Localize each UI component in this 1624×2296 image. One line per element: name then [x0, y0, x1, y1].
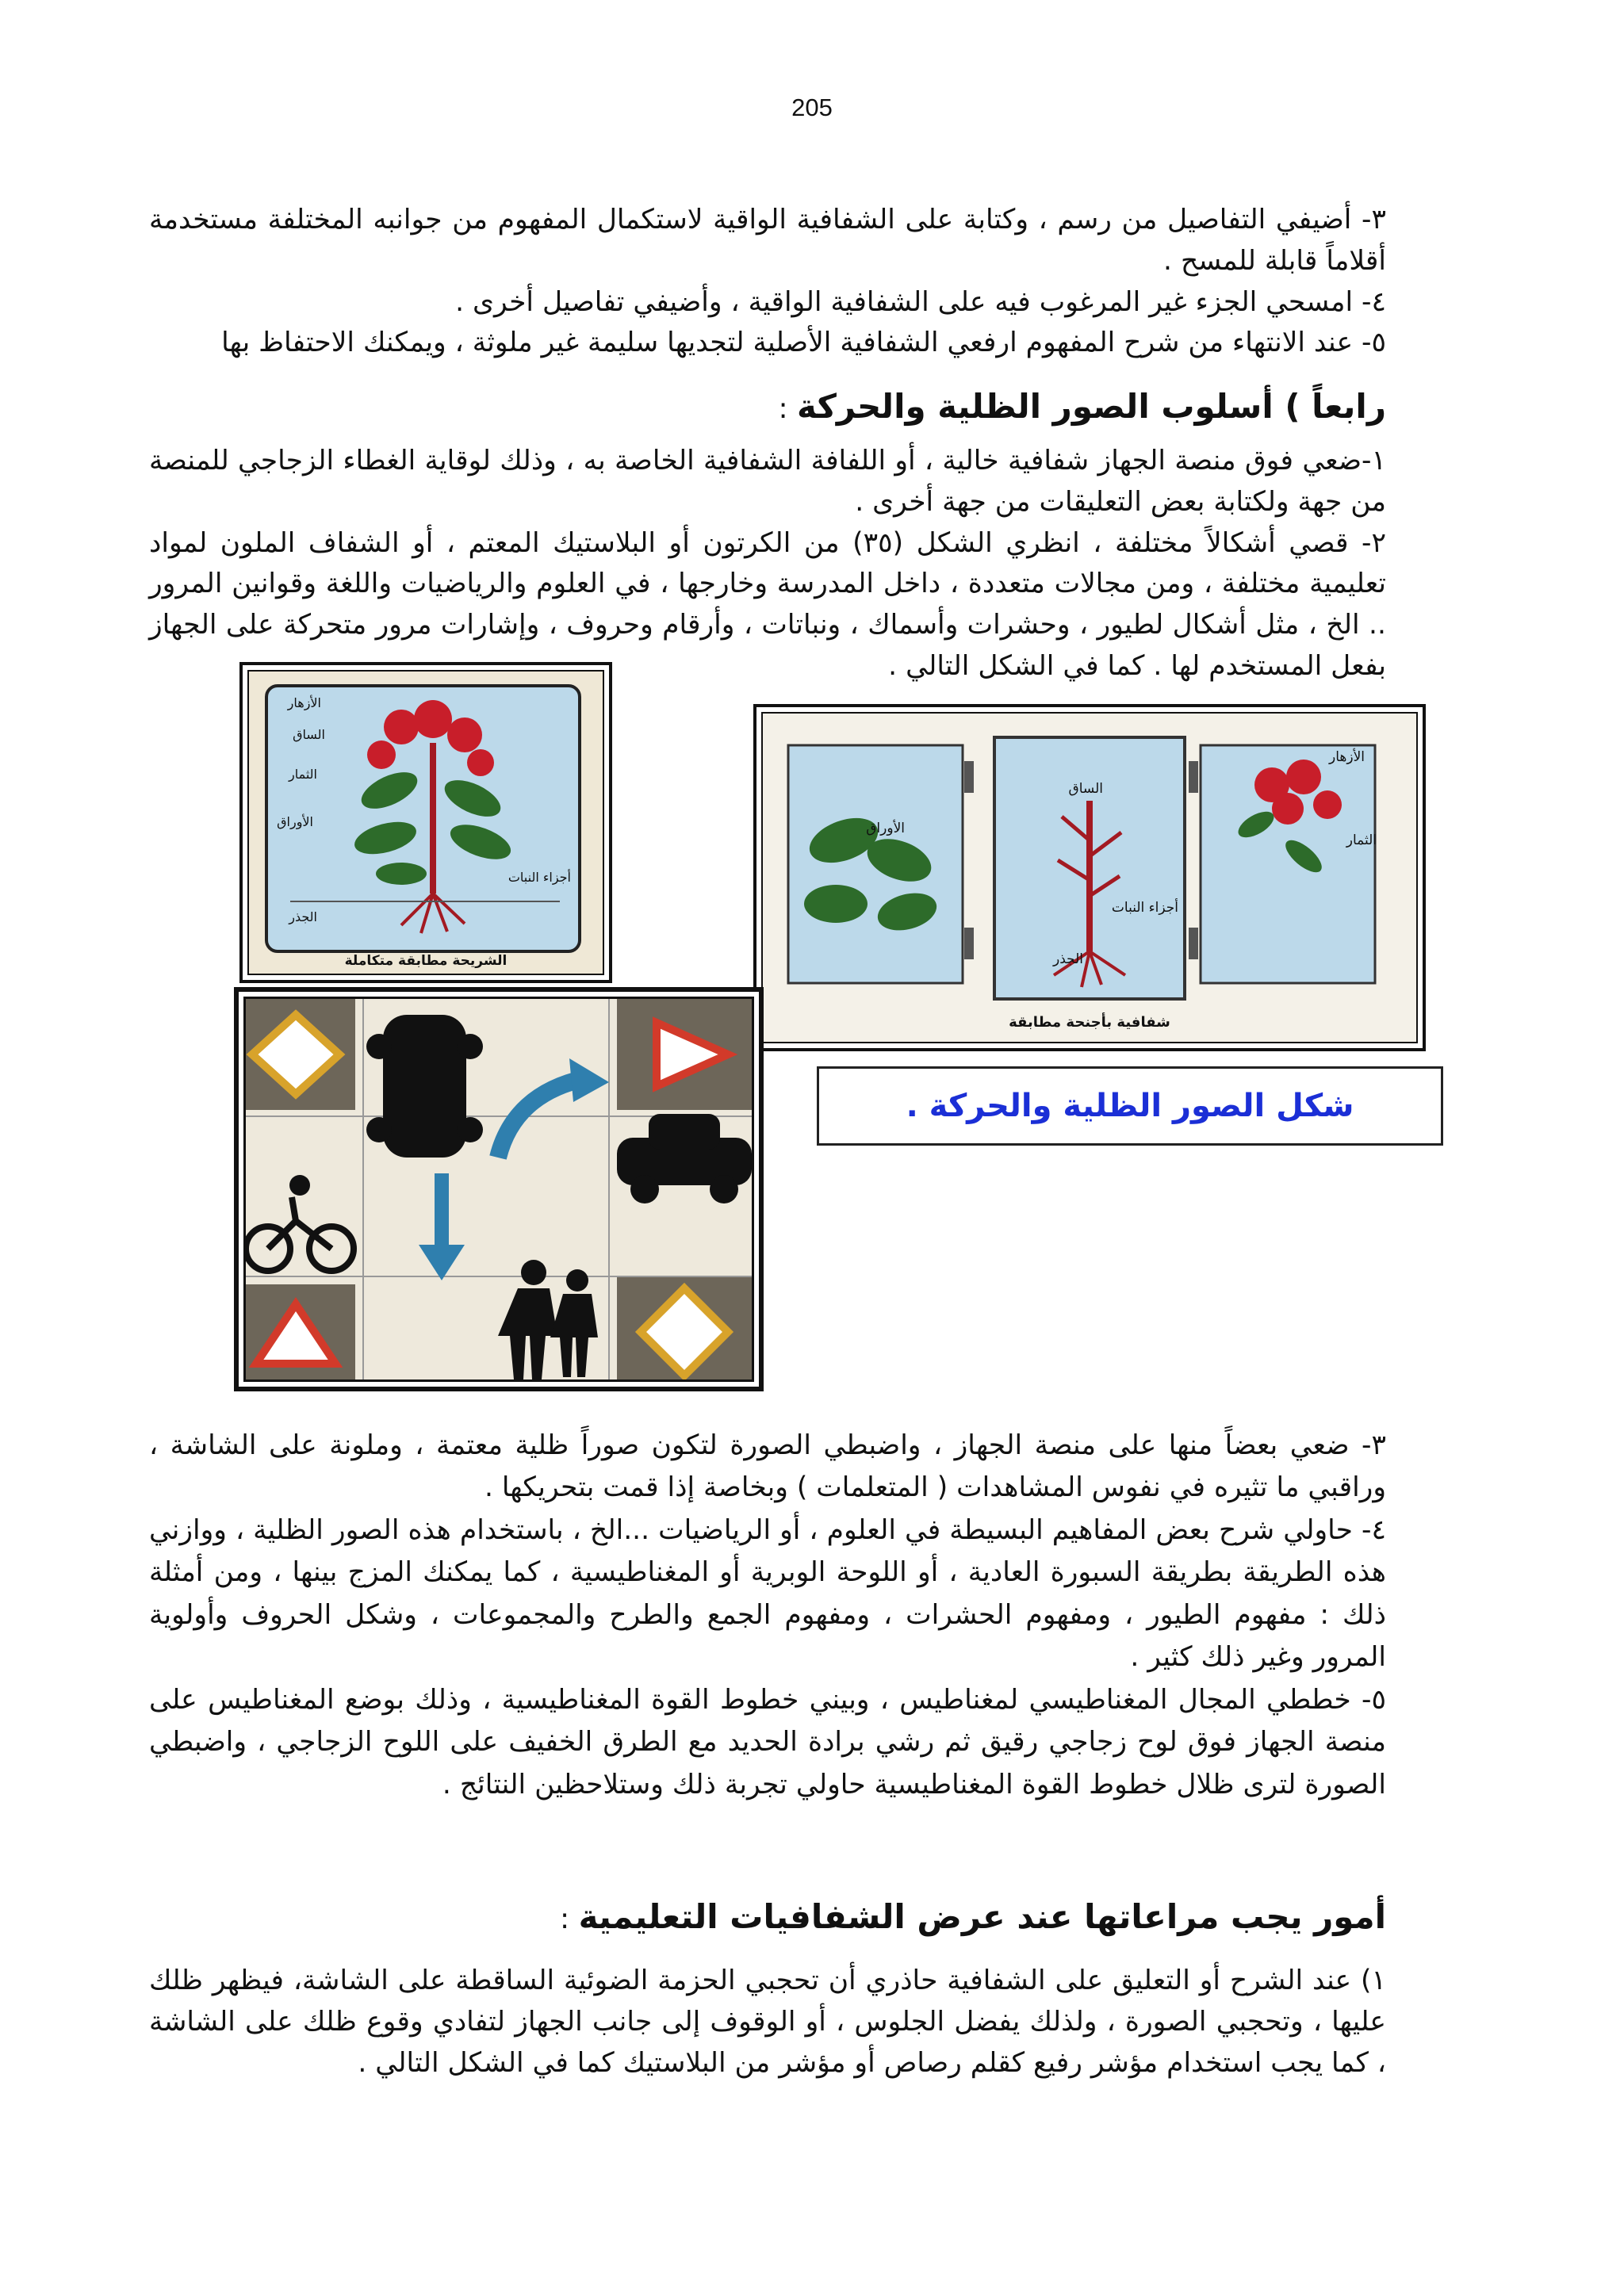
figure-footer: الشريحة مطابقة متكاملة: [344, 953, 508, 969]
page-number: 205: [791, 94, 833, 121]
section-heading-silhouettes: [149, 387, 1386, 426]
paragraph-block-4: [149, 1961, 1386, 2084]
car-icon: [366, 1015, 483, 1158]
traffic-signs-illustration: [243, 999, 752, 1382]
label-plant-parts: أجزاء النبات: [508, 870, 571, 885]
heading-text: أمور يجب مراعاتها عند عرض الشفافيات التعليمية: [578, 1897, 1386, 1936]
paragraph-block-2: [149, 441, 1386, 687]
figure-complete-slide: [239, 662, 612, 983]
item-4: ٤- امسحي الجزء غير المرغوب فيه على الشفافية الواقية ، وأضيفي تفاصيل أخرى .: [455, 285, 1386, 318]
figure-footer: شفافية بأجنحة مطابقة: [1009, 1014, 1170, 1031]
label-fruits: الثمار: [1346, 832, 1377, 848]
item-1: ١-ضعي فوق منصة الجهاز شفافية خالية ، أو اللفافة الشفافية الخاصة به ، وذلك لوقاية الغطاء الزجاجي للمنصة من جهة ولكتابة بعض التعليقات من جهة أخرى .: [149, 445, 1386, 518]
label-flowers: الأزهار: [1329, 749, 1365, 765]
heading-colon: :: [560, 1903, 579, 1935]
paragraph-block-1: [149, 200, 1386, 364]
label-stem: الساق: [1068, 781, 1103, 797]
item-4: ٤- حاولي شرح بعض المفاهيم البسيطة في العلوم ، أو الرياضيات ...الخ ، باستخدام هذه الصور الظلية ، ووازني هذه الطريقة بطريقة السبورة العادية ، أو اللوحة الوبرية أو المغناطيسية ، كما يمكنك المزج بينها ، ومن أمثلة ذلك : مفهوم الطيور ، ومفهوم الحشرات ، ومفهوم الجمع والطرح والمجموعات ، وشكل الحروف وأولوية المرور وغير ذلك كثير .: [149, 1513, 1386, 1674]
item-1: ١) عند الشرح أو التعليق على الشفافية حاذري أن تحجبي الحزمة الضوئية الساقطة على الشاشة، فيظهر ظلك عليها ، وتحجبي الصورة ، ولذلك يفضل الجلوس ، أو الوقوف إلى جانب الجهاز لتفادي وقوع ظلك على الشاشة ، كما يجب استخدام مؤشر رفيع كقلم رصاص أو مؤشر من البلاستيك كما في الشكل التالي .: [149, 1965, 1386, 2079]
label-root: الجذر: [289, 909, 317, 924]
label-stem: الساق: [293, 727, 325, 742]
item-2: ٢- قصي أشكالاً مختلفة ، انظري الشكل (٣٥) من الكرتون أو البلاستيك المعتم ، أو الشفاف الملون لمواد تعليمية مختلفة ، ومن مجالات متعددة ، داخل المدرسة وخارجها ، في العلوم والرياضيات واللغة وقوانين المرور .. الخ ، مثل أشكال لطيور ، وحشرات وأسماك ، ونباتات ، وأرقام وحروف ، وإشارات مرور متحركة على الجهاز بفعل المستخدم لها . كما في الشكل التالي .: [149, 526, 1386, 682]
item-5: ٥- خططي المجال المغناطيسي لمغناطيس ، وبيني خطوط القوة المغناطيسية ، وذلك بوضع المغناطيس على منصة الجهاز فوق لوح زجاجي رقيق ثم رشي برادة الحديد مع الطرق الخفيف على اللوح الزجاجي ، واضبطي الصورة لترى ظلال خطوط القوة المغناطيسية حاولي تجربة ذلك وستلاحظين النتائج .: [149, 1683, 1386, 1800]
item-3: ٣- ضعي بعضاً منها على منصة الجهاز ، واضبطي الصورة لتكون صوراً ظلية معتمة ، وملونة على الشاشة ، وراقبي ما تثيره في نفوس المشاهدات ( المتعلمات ) وبخاصة إذا قمت بتحريكها .: [149, 1429, 1386, 1504]
figure-winged-transparency: [753, 704, 1426, 1051]
paragraph-block-3: [149, 1425, 1386, 1806]
label-plant-parts: أجزاء النبات: [1111, 900, 1178, 916]
label-flowers: الأزهار: [287, 695, 321, 710]
label-root: الجذر: [1052, 951, 1083, 967]
heading-colon: :: [778, 392, 798, 425]
figure-traffic-silhouettes: [234, 987, 764, 1391]
figure-caption: شكل الصور الظلية والحركة .: [817, 1066, 1443, 1146]
label-leaves: الأوراق: [277, 814, 313, 829]
winged-slide-illustration: [761, 714, 1416, 1043]
item-3: ٣- أضيفي التفاصيل من رسم ، وكتابة على الشفافية الواقية لاستكمال المفهوم من جوانبه المختلفة مستخدمة أقلاماً قابلة للمسح .: [149, 204, 1386, 277]
heading-text: رابعاً ) أسلوب الصور الظلية والحركة: [797, 387, 1386, 426]
label-fruits: الثمار: [289, 767, 317, 782]
label-leaves: الأوراق: [866, 821, 905, 836]
item-5: ٥- عند الانتهاء من شرح المفهوم ارفعي الشفافية الأصلية لتجديها سليمة غير ملوثة ، ويمكنك الاحتفاظ بها: [221, 327, 1386, 359]
section-heading-considerations: [149, 1897, 1386, 1936]
